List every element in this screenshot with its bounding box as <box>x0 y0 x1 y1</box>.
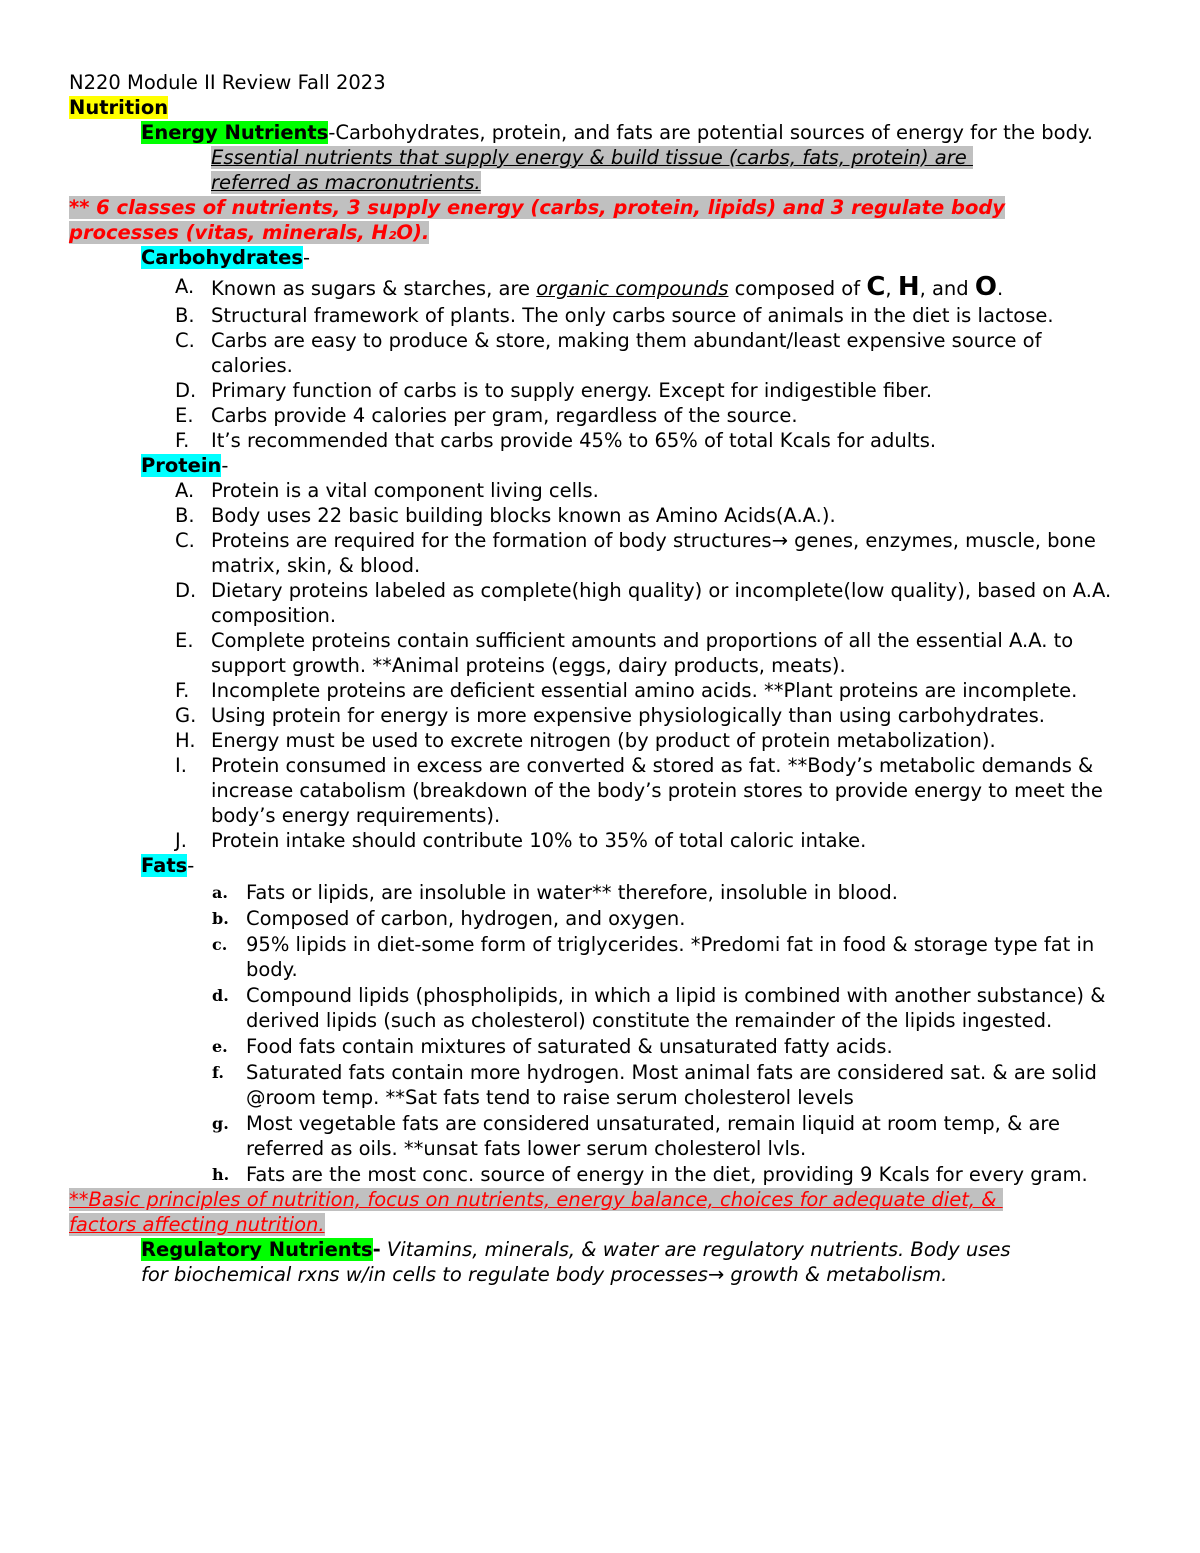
list-marker: C. <box>175 329 195 352</box>
list-item <box>69 906 1129 931</box>
list-marker: F. <box>175 679 190 702</box>
list-marker: g. <box>212 1114 229 1133</box>
protein-heading-line <box>69 453 1129 478</box>
list-item <box>69 503 1129 528</box>
fats-heading: Fats <box>141 854 188 877</box>
carbon-symbol: C <box>866 272 886 302</box>
list-text: Fats or lipids, are insoluble in water** therefore, insoluble in blood. <box>246 881 898 904</box>
list-marker: B. <box>175 304 195 327</box>
list-text: Complete proteins contain sufficient amounts and proportions of all the essential A.A. to support growth. **Animal proteins (eggs, dairy products, meats). <box>211 629 1074 677</box>
nutrition-heading: Nutrition <box>69 96 169 119</box>
list-text: Dietary proteins labeled as complete(high quality) or incomplete(low quality), based on A.A. composition. <box>211 579 1112 627</box>
list-marker: e. <box>212 1037 228 1056</box>
list-text: Carbs are easy to produce & store, making them abundant/least expensive source of calories. <box>211 329 1042 377</box>
list-marker: a. <box>212 883 228 902</box>
list-text: Body uses 22 basic building blocks known as Amino Acids(A.A.). <box>211 504 836 527</box>
list-marker: J. <box>175 829 187 852</box>
regulatory-paragraph <box>69 1237 1129 1287</box>
list-text: Primary function of carbs is to supply energy. Except for indigestible fiber. <box>211 379 933 402</box>
classes-note-line1: ** 6 classes of nutrients, 3 supply energy (carbs, protein, lipids) and 3 regulate body <box>69 196 1006 219</box>
list-text: Structural framework of plants. The only carbs source of animals in the diet is lactose. <box>211 304 1054 327</box>
list-marker: H. <box>175 729 196 752</box>
list-marker: C. <box>175 529 195 552</box>
list-marker: E. <box>175 404 194 427</box>
list-marker: E. <box>175 629 194 652</box>
list-item <box>69 1034 1129 1059</box>
list-marker: c. <box>212 935 228 954</box>
list-item <box>69 528 1129 578</box>
list-text: Compound lipids (phospholipids, in which a lipid is combined with another substance) & derived lipids (such as cholesterol) constitute the remainder of the lipids ingested. <box>246 984 1106 1032</box>
list-item <box>69 753 1129 828</box>
carbs-heading-line <box>69 245 1129 270</box>
list-item <box>69 303 1129 328</box>
list-text: Known as sugars & starches, are <box>211 277 537 300</box>
list-text: , and <box>919 277 975 300</box>
list-item <box>69 703 1129 728</box>
carbs-heading: Carbohydrates <box>141 246 303 269</box>
list-item <box>69 428 1129 453</box>
list-item <box>69 328 1129 378</box>
list-marker: F. <box>175 429 190 452</box>
list-text: Protein consumed in excess are converted & stored as fat. **Body’s metabolic demands & increase catabolism (breakdown of the body’s protein stores to provide energy to meet the body’s energy requirements). <box>211 754 1103 827</box>
list-marker: D. <box>175 379 197 402</box>
list-item <box>69 628 1129 678</box>
protein-dash: - <box>221 454 229 477</box>
regulatory-dash: - <box>372 1238 381 1261</box>
list-marker: I. <box>175 754 187 777</box>
regulatory-text-line1: Vitamins, minerals, & water are regulatory nutrients. Body uses <box>380 1238 1011 1261</box>
macronutrients-note <box>69 145 1129 195</box>
nutrition-heading-line <box>69 95 1129 120</box>
oxygen-symbol: O <box>974 272 997 302</box>
list-item <box>69 828 1129 853</box>
list-marker: G. <box>175 704 197 727</box>
list-text: Fats are the most conc. source of energy in the diet, providing 9 Kcals for every gram. <box>246 1163 1088 1186</box>
list-marker: A. <box>175 275 195 298</box>
energy-nutrients-paragraph <box>69 120 1129 145</box>
regulatory-text-line2: for biochemical rxns w/in cells to regulate body processes→ growth & metabolism. <box>141 1263 948 1286</box>
list-marker: b. <box>212 909 229 928</box>
list-text: . <box>996 277 1004 300</box>
list-item <box>69 1060 1129 1110</box>
list-marker: A. <box>175 479 195 502</box>
list-marker: h. <box>212 1165 230 1184</box>
carbs-dash: - <box>302 246 310 269</box>
energy-nutrients-heading: Energy Nutrients <box>141 121 329 144</box>
list-marker: d. <box>212 986 229 1005</box>
protein-heading: Protein <box>141 454 222 477</box>
list-item <box>69 728 1129 753</box>
document-title: N220 Module II Review Fall 2023 <box>69 71 386 94</box>
list-text: Carbs provide 4 calories per gram, regardless of the source. <box>211 404 798 427</box>
fats-dash: - <box>187 854 195 877</box>
list-text: Protein is a vital component living cells. <box>211 479 599 502</box>
list-text: , <box>885 277 898 300</box>
list-marker: D. <box>175 579 197 602</box>
organic-compounds-term: organic compounds <box>536 277 729 300</box>
list-item <box>69 932 1129 982</box>
list-item <box>69 983 1129 1033</box>
energy-nutrients-text: -Carbohydrates, protein, and fats are potential sources of energy for the body. <box>328 121 1093 144</box>
list-text: composed of <box>728 277 867 300</box>
list-text: Proteins are required for the formation of body structures→ genes, enzymes, muscle, bone matrix, skin, & blood. <box>211 529 1096 577</box>
list-item <box>69 403 1129 428</box>
list-text: Energy must be used to excrete nitrogen (by product of protein metabolization). <box>211 729 996 752</box>
principles-note-line1: **Basic principles of nutrition, focus on nutrients, energy balance, choices for adequate diet, & <box>69 1188 1003 1211</box>
hydrogen-symbol: H <box>897 272 920 302</box>
list-marker: f. <box>212 1063 224 1082</box>
list-item <box>69 678 1129 703</box>
classes-note <box>69 195 1129 245</box>
list-text: Composed of carbon, hydrogen, and oxygen. <box>246 907 686 930</box>
protein-list <box>69 478 1129 853</box>
list-marker: B. <box>175 504 195 527</box>
list-item <box>69 1111 1129 1161</box>
list-text: Incomplete proteins are deficient essential amino acids. **Plant proteins are incomplete. <box>211 679 1078 702</box>
list-text: Saturated fats contain more hydrogen. Most animal fats are considered sat. & are solid @room temp. **Sat fats tend to raise serum cholesterol levels <box>246 1061 1097 1109</box>
list-item <box>69 578 1129 628</box>
principles-note <box>69 1187 1129 1237</box>
list-item <box>69 273 1129 303</box>
carbs-list <box>69 273 1129 453</box>
macronutrients-note-line2: referred as macronutrients. <box>211 171 481 194</box>
list-item <box>69 1162 1129 1187</box>
principles-note-line2: factors affecting nutrition. <box>69 1213 325 1236</box>
list-item <box>69 378 1129 403</box>
list-text: Food fats contain mixtures of saturated & unsaturated fatty acids. <box>246 1035 893 1058</box>
classes-note-line2: processes (vitas, minerals, H₂O). <box>69 221 430 244</box>
macronutrients-note-line1: Essential nutrients that supply energy & build tissue (carbs, fats, protein) are <box>211 146 973 169</box>
list-text: Using protein for energy is more expensive physiologically than using carbohydrates. <box>211 704 1045 727</box>
list-item <box>69 478 1129 503</box>
fats-list <box>69 880 1129 1187</box>
fats-heading-line <box>69 853 1129 878</box>
document-page <box>69 70 1129 1287</box>
list-item <box>69 880 1129 905</box>
regulatory-heading: Regulatory Nutrients <box>141 1238 373 1261</box>
list-text: Protein intake should contribute 10% to 35% of total caloric intake. <box>211 829 867 852</box>
list-text: Most vegetable fats are considered unsaturated, remain liquid at room temp, & are referred as oils. **unsat fats lower serum cholesterol lvls. <box>246 1112 1061 1160</box>
list-text: 95% lipids in diet-some form of triglycerides. *Predomi fat in food & storage type fat in body. <box>246 933 1095 981</box>
list-text: It’s recommended that carbs provide 45% to 65% of total Kcals for adults. <box>211 429 937 452</box>
